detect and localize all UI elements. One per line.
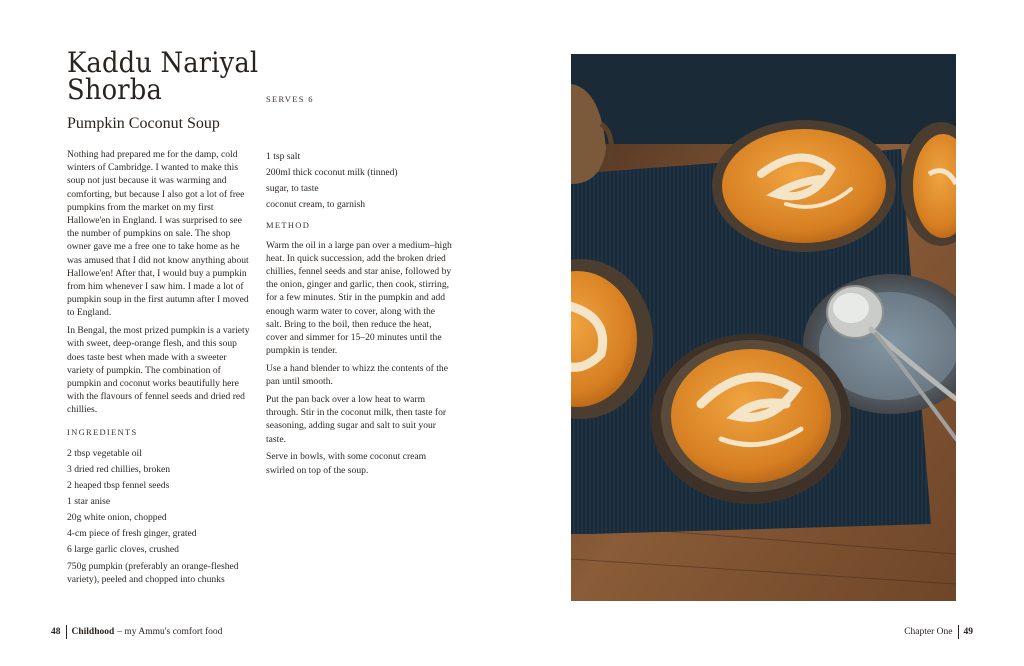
method-step: Use a hand blender to whizz the contents of the pan until smooth. xyxy=(266,363,448,388)
title-line-2: Shorba xyxy=(67,73,163,106)
ingredient-item: 1 star anise xyxy=(67,496,111,508)
ingredient-item: 2 tbsp vegetable oil xyxy=(67,447,142,459)
bowl-top xyxy=(712,120,896,252)
ingredients-list-continued xyxy=(266,150,452,214)
recipe-subtitle: Pumpkin Coconut Soup xyxy=(67,115,220,132)
ingredient-item: 3 dried red chillies, broken xyxy=(67,463,171,475)
footer-right xyxy=(904,625,973,639)
intro-paragraph: In Bengal, the most prized pumpkin is a variety with sweet, deep-orange flesh, and this soup does taste best when made with a sweeter variety of pumpkin. The combination of pumpkin and coconut works beautifully here with the flavours of fennel seeds and dried red chillies. xyxy=(67,325,250,416)
method-step: Put the pan back over a low heat to warm through. Stir in the coconut milk, then taste for seasoning, adding sugar and salt to suit your taste. xyxy=(266,394,447,445)
page-number-right: 49 xyxy=(963,627,973,637)
recipe-title xyxy=(67,46,259,106)
ingredient-item: sugar, to taste xyxy=(266,183,319,195)
footer-divider xyxy=(66,625,67,639)
intro-paragraph: Nothing had prepared me for the damp, cold winters of Cambridge. I wanted to make this soup not just because it was warming and comforting, but because I also got a lot of free pumpkins from the market on my first Hallowe'en in England. I was surprised to see the number of pumpkins on sale. The shop owner gave me a free one to take home as he was amused that I did not know anything about Hallowe'en! After that, I would buy a pumpkin from him whenever I saw him. I made a lot of pumpkin soup in the first autumn after I moved to England. xyxy=(67,149,249,319)
method-heading: METHOD xyxy=(266,220,311,231)
footer-chapter-label: Chapter One xyxy=(904,627,953,637)
title-line-1: Kaddu Nariyal xyxy=(67,46,259,79)
serves-label: SERVES 6 xyxy=(266,94,314,104)
ingredient-item: 750g pumpkin (preferably an orange-fleshed variety), peeled and chopped into chunks xyxy=(67,560,239,585)
ingredient-item: 200ml thick coconut milk (tinned) xyxy=(266,167,398,179)
ingredient-item: 4-cm piece of fresh ginger, grated xyxy=(67,528,197,540)
middle-column xyxy=(266,150,452,481)
ingredient-item: 1 tsp salt xyxy=(266,151,301,162)
method-step: Serve in bowls, with some coconut cream swirled on top of the soup. xyxy=(266,451,427,476)
left-column xyxy=(67,148,255,589)
ingredients-list xyxy=(67,447,255,589)
soup-bowls-photo xyxy=(571,54,956,601)
footer-section-title: Childhood xyxy=(71,627,115,637)
footer-left xyxy=(51,625,222,639)
ingredient-item: 2 heaped tbsp fennel seeds xyxy=(67,480,170,492)
method-step: Warm the oil in a large pan over a medium–high heat. In quick succession, add the broken dried chillies, fennel seeds and star anise, followed by the onion, ginger and garlic, then cook, stirring, for a few minutes. Stir in the pumpkin and add enough warm water to cover, along with the salt. Bring to the boil, then reduce the heat, cover and simmer for 15–20 minutes until the pumpkin is tender. xyxy=(266,239,452,357)
page-number-left: 48 xyxy=(51,627,61,637)
ingredient-item: 20g white onion, chopped xyxy=(67,512,167,524)
footer-divider xyxy=(958,625,959,639)
ingredient-item: coconut cream, to garnish xyxy=(266,199,366,211)
footer-section-subtitle: – my Ammu's comfort food xyxy=(117,627,223,637)
ingredient-item: 6 large garlic cloves, crushed xyxy=(67,544,179,556)
ingredients-heading: INGREDIENTS xyxy=(67,426,138,437)
bowl-front xyxy=(651,334,851,504)
